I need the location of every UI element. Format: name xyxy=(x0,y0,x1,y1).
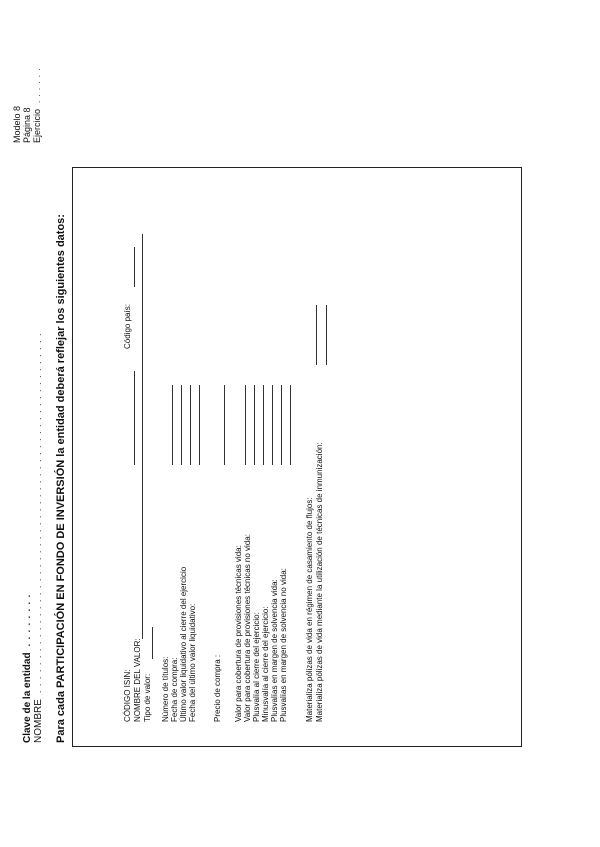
name-label: NOMBRE xyxy=(33,699,44,743)
entity-key-field[interactable]: . . . . . . . . xyxy=(22,593,32,647)
value-type-label: Tipo de valor: xyxy=(143,673,152,722)
coverage-nonlife-input[interactable] xyxy=(254,385,255,465)
immunization-input[interactable] xyxy=(326,305,327,365)
num-titles-input[interactable] xyxy=(172,385,173,465)
immunization-label: Materializa pólizas de vida mediante la utilización de técnicas de inmunización: xyxy=(315,442,324,722)
last-liquidation-date-label: Fecha del último valor liquidativo: xyxy=(188,603,197,722)
flow-matching-label: Materializa pólizas de vida en régimen de casamiento de flujos: xyxy=(305,497,314,722)
entity-key-label: Clave de la entidad xyxy=(22,652,33,743)
page-title: Para cada PARTICIPACIÓN EN FONDO DE INVERSIÓN la entidad deberá reflejar los siguientes datos: xyxy=(55,214,67,743)
name-field[interactable]: . . . . . . . . . . . . . . . . . . . . . . . . . . . . . . . . . . . . . . . . . . . . . . . . . . . . xyxy=(33,332,43,694)
model-number: Modelo 8 xyxy=(12,105,22,143)
gain-year-end-label: Plusvalía al cierre del ejercicio: xyxy=(252,612,261,722)
last-liquidation-value-label: Último valor liquidativo al cierre del ejercicio xyxy=(179,566,188,722)
exercise-row xyxy=(32,68,42,143)
gain-solvency-life-label: Plusvalías en margen de solvencia vida: xyxy=(270,579,279,722)
gain-solvency-nonlife-input[interactable] xyxy=(290,385,291,465)
coverage-nonlife-label: Valor para cobertura de provisiones técnicas no vida: xyxy=(243,534,252,722)
exercise-field[interactable]: . . . . . . xyxy=(33,67,42,103)
security-name-input[interactable] xyxy=(142,234,143,639)
coverage-life-input[interactable] xyxy=(245,385,246,465)
isin-label: CÓDIGO ISIN: xyxy=(123,669,132,722)
coverage-life-label: Valor para cobertura de provisiones técnicas vida: xyxy=(234,545,243,722)
country-code-input[interactable] xyxy=(134,247,135,287)
exercise-label: Ejercicio xyxy=(32,108,42,143)
last-liquidation-value-input[interactable] xyxy=(190,385,191,465)
loss-year-end-label: Minusvalía al cierre del ejercicio: xyxy=(261,606,270,722)
page-number: Página 8 xyxy=(22,107,32,143)
loss-year-end-input[interactable] xyxy=(272,385,273,465)
gain-solvency-nonlife-label: Plusvalías en margen de solvencia no vida: xyxy=(279,568,288,722)
country-code-label: Código país: xyxy=(123,304,132,349)
entity-key-row xyxy=(22,594,33,743)
purchase-date-label: Fecha de compra: xyxy=(170,657,179,722)
last-liquidation-date-input[interactable] xyxy=(199,385,200,465)
purchase-price-label: Precio de compra : xyxy=(213,654,222,722)
flow-matching-input[interactable] xyxy=(316,305,317,365)
gain-solvency-life-input[interactable] xyxy=(281,385,282,465)
purchase-price-input[interactable] xyxy=(224,385,225,465)
gain-year-end-input[interactable] xyxy=(263,385,264,465)
name-row xyxy=(33,333,44,743)
value-type-input[interactable] xyxy=(152,627,153,659)
num-titles-label: Número de títulos: xyxy=(161,656,170,722)
isin-input[interactable] xyxy=(134,371,135,465)
purchase-date-input[interactable] xyxy=(181,385,182,465)
security-name-label: NOMBRE DEL VALOR: xyxy=(133,638,142,722)
